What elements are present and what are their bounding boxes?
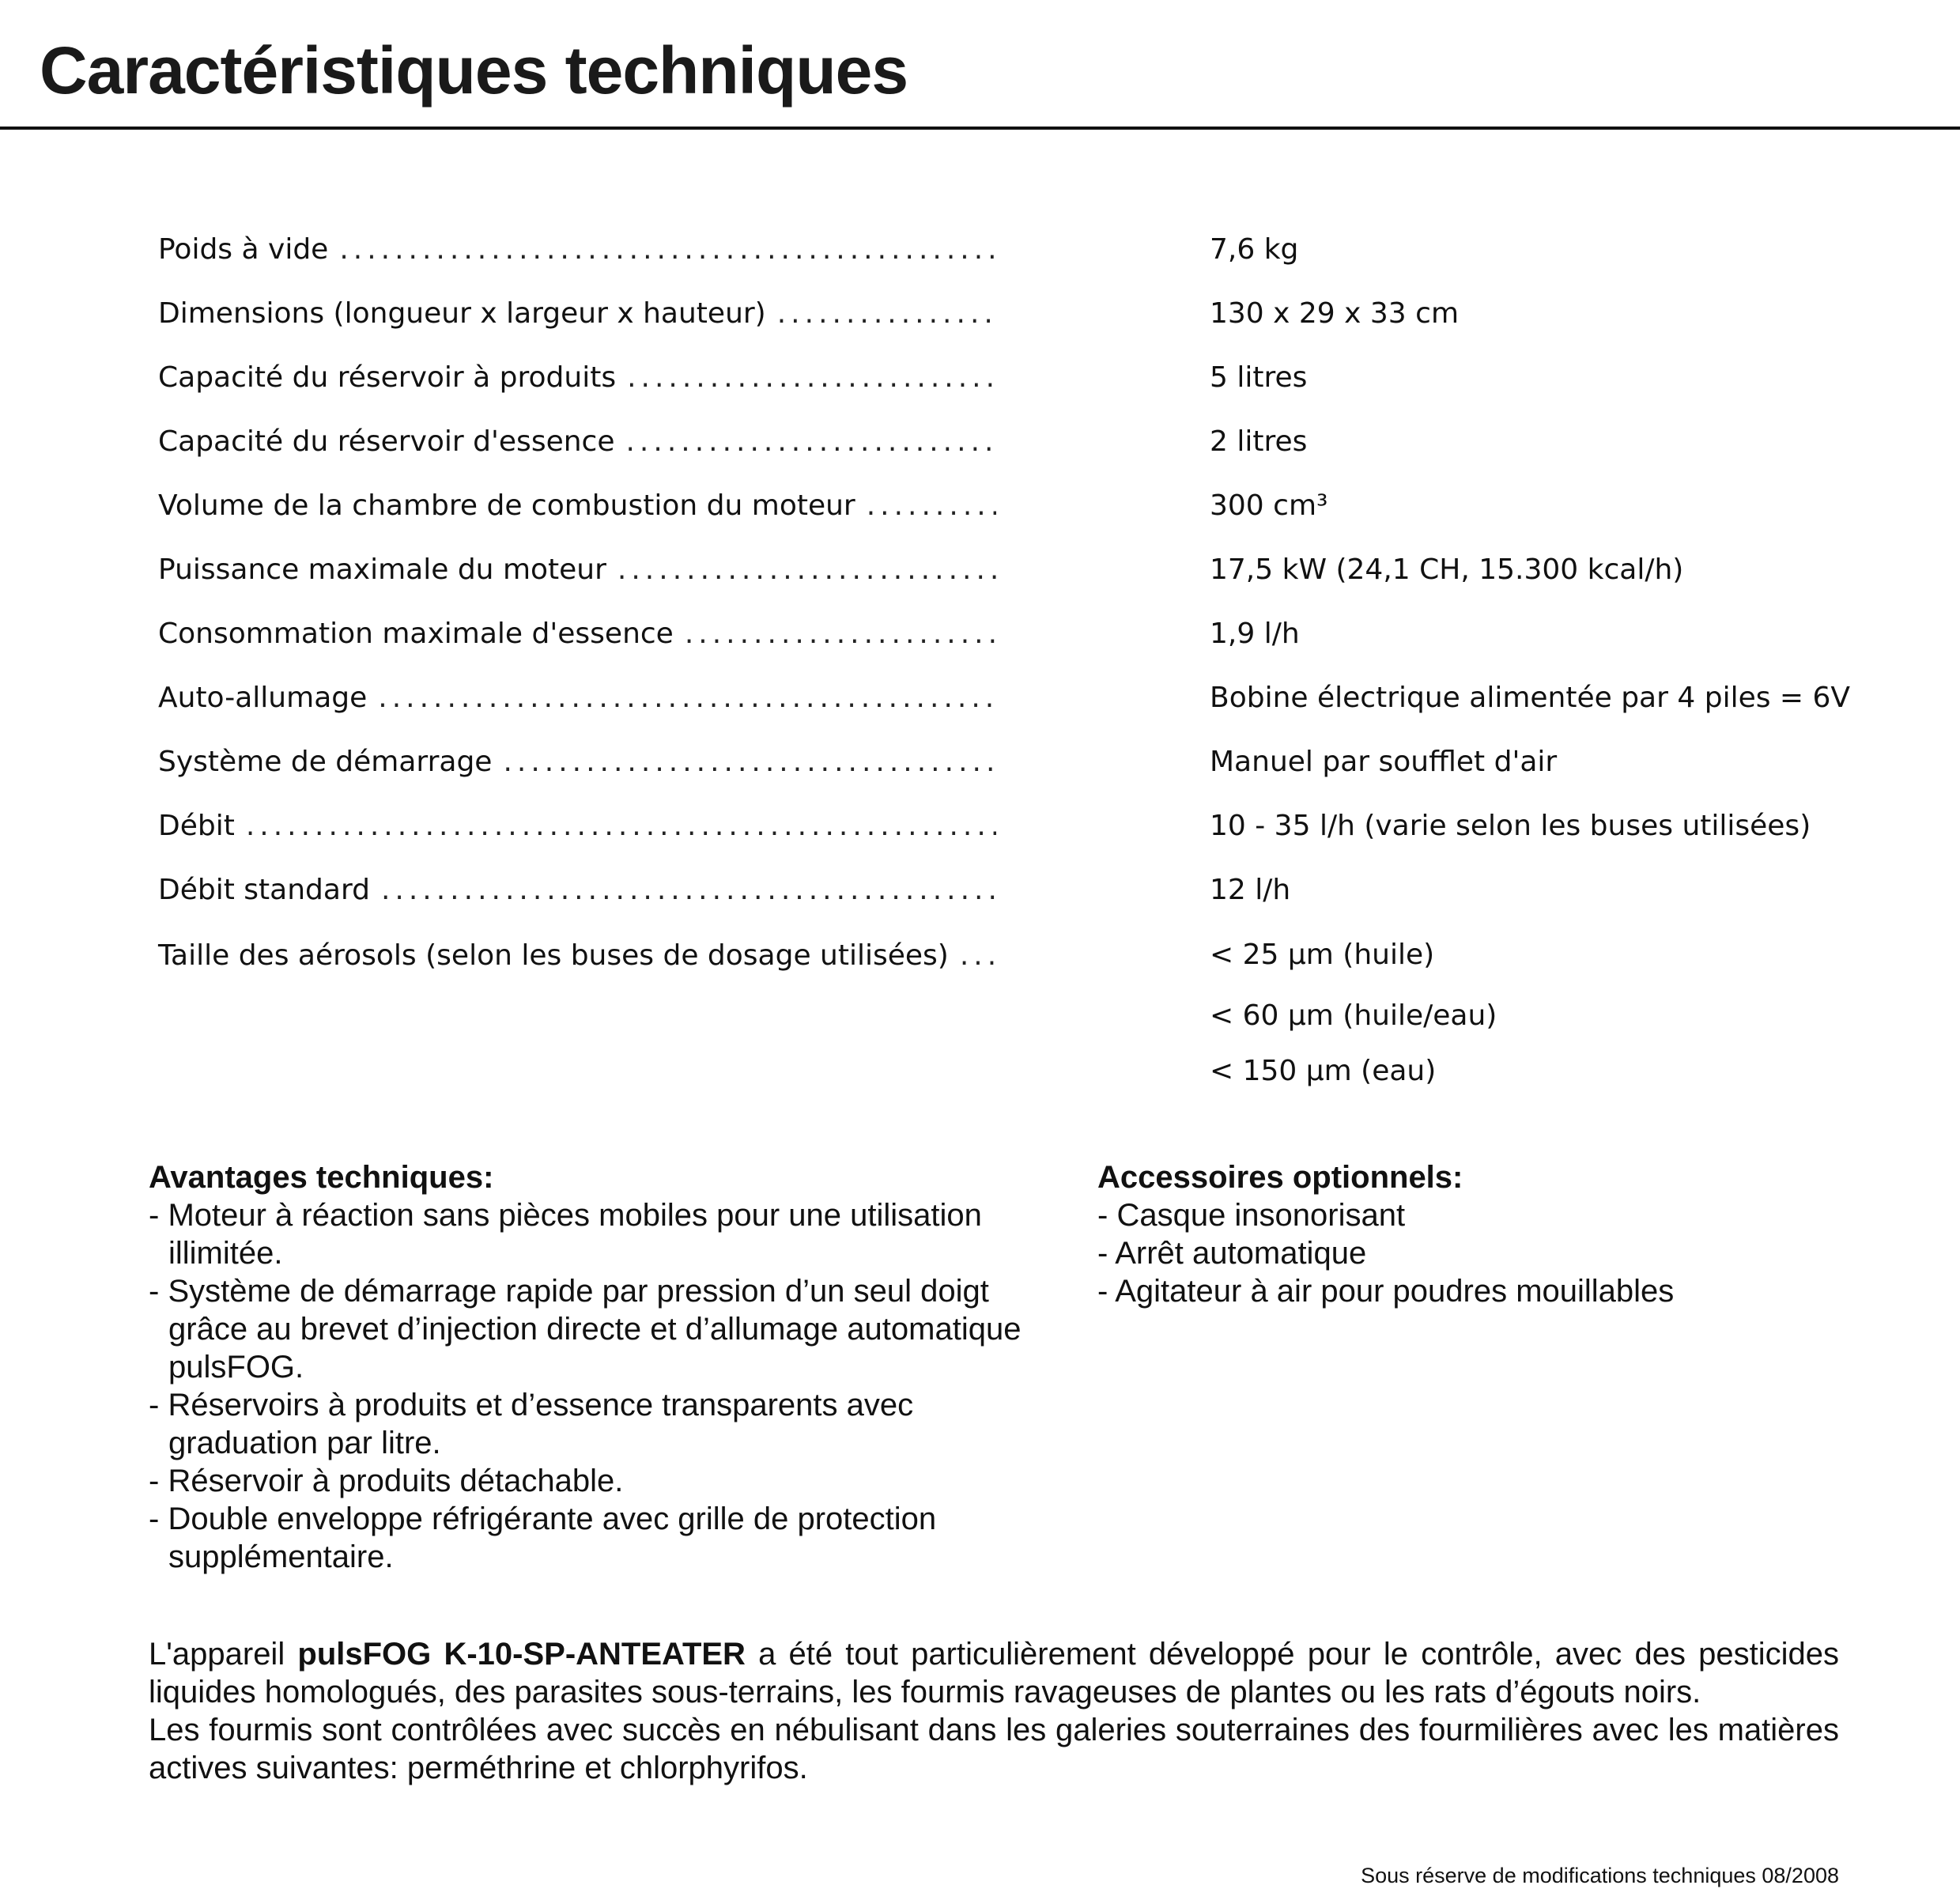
spec-row-engine-power [158, 538, 1684, 602]
advantages-list [149, 1196, 1058, 1576]
accessories-section [1097, 1158, 1888, 1310]
title-divider [0, 127, 1960, 130]
spec-row-ignition [158, 666, 1851, 730]
spec-value: 10 - 35 l/h (varie selon les buses utilisées) [1210, 810, 1811, 842]
spec-value: < 25 µm (huile) [1210, 939, 1435, 971]
spec-row-standard-flow [158, 858, 1660, 922]
spec-value: 300 cm³ [1210, 489, 1328, 522]
spec-row-product-tank [158, 346, 1660, 410]
list-item: - Système de démarrage rapide par pression d’un seul doigt grâce au brevet d’injection directe et d’allumage automatique pulsFOG. [149, 1272, 1058, 1386]
spec-label: Poids à vide [158, 233, 329, 266]
description-paragraph-ants: Les fourmis sont contrôlées avec succès en nébulisant dans les galeries souterraines des fourmilières avec les matières actives suivantes: perméthrine et chlorphyrifos. [149, 1713, 1839, 1785]
spec-value: 1,9 l/h [1210, 618, 1300, 650]
spec-value: Bobine électrique alimentée par 4 piles = 6V [1210, 682, 1851, 714]
spec-value: 2 litres [1210, 425, 1308, 458]
spec-label: Consommation maximale d'essence [158, 618, 674, 650]
spec-row-flow [158, 794, 1811, 858]
footer-note: Sous réserve de modifications techniques 08/2008 [1361, 1864, 1839, 1887]
spec-value: Manuel par soufflet d'air [1210, 746, 1558, 778]
leader-dots [867, 489, 996, 522]
list-item: - Double enveloppe réfrigérante avec grille de protection supplémentaire. [149, 1500, 1058, 1576]
spec-label: Débit [158, 810, 235, 842]
spec-value: 5 litres [1210, 361, 1308, 394]
accessories-heading: Accessoires optionnels: [1097, 1160, 1463, 1195]
spec-value: < 60 µm (huile/eau) [1210, 999, 1497, 1032]
list-item: - Réservoirs à produits et d’essence transparents avec graduation par litre. [149, 1386, 1058, 1462]
spec-label: Auto-allumage [158, 682, 368, 714]
list-item: - Agitateur à air pour poudres mouillables [1097, 1272, 1888, 1310]
spec-label: Volume de la chambre de combustion du moteur [158, 489, 855, 522]
description-intro: L'appareil [149, 1637, 285, 1672]
product-description [149, 1635, 1839, 1787]
advantages-section [149, 1158, 1058, 1576]
spec-row-fuel-tank [158, 410, 1660, 474]
spec-label: Capacité du réservoir d'essence [158, 425, 615, 458]
spec-row-start-system [158, 730, 1660, 794]
spec-row-dimensions [158, 281, 1660, 346]
spec-row-fuel-consumption [158, 602, 1660, 666]
leader-dots [627, 361, 996, 394]
list-item: - Arrêt automatique [1097, 1234, 1888, 1272]
spec-label: Débit standard [158, 874, 370, 906]
leader-dots [381, 874, 996, 906]
description-text: a été tout particulièrement développé pour le contrôle, avec des pesticides liquides homologués, des parasites sous-terrains, les fourmis ravageuses de plantes ou les rats d’égouts noirs. [149, 1637, 1839, 1709]
list-item: - Réservoir à produits détachable. [149, 1462, 1058, 1500]
leader-dots [246, 810, 996, 842]
leader-dots [617, 553, 996, 586]
spec-label: Capacité du réservoir à produits [158, 361, 617, 394]
spec-value: < 150 µm (eau) [1210, 1055, 1437, 1087]
leader-dots [960, 939, 996, 972]
spec-row-aerosol-size [158, 922, 1660, 1099]
spec-label: Système de démarrage [158, 746, 493, 778]
spec-row-combustion-volume [158, 474, 1660, 538]
page-title: Caractéristiques techniques [40, 33, 908, 108]
leader-dots [378, 682, 996, 714]
leader-dots [625, 425, 996, 458]
spec-value: 130 x 29 x 33 cm [1210, 297, 1460, 330]
leader-dots [339, 233, 996, 266]
description-paragraph [149, 1635, 1839, 1711]
spec-value: 7,6 kg [1210, 233, 1299, 266]
spec-row-weight [158, 217, 1660, 281]
product-name: pulsFOG K-10-SP-ANTEATER [297, 1637, 746, 1672]
leader-dots [777, 297, 996, 330]
list-item: - Casque insonorisant [1097, 1196, 1888, 1234]
spec-value: 12 l/h [1210, 874, 1291, 906]
spec-value: 17,5 kW (24,1 CH, 15.300 kcal/h) [1210, 553, 1684, 586]
list-item: - Moteur à réaction sans pièces mobiles pour une utilisation illimitée. [149, 1196, 1058, 1272]
spec-table [158, 217, 1851, 1099]
spec-label: Puissance maximale du moteur [158, 553, 606, 586]
leader-dots [685, 618, 996, 650]
accessories-list [1097, 1196, 1888, 1310]
spec-label: Taille des aérosols (selon les buses de dosage utilisées) [158, 939, 949, 972]
leader-dots [503, 746, 996, 778]
spec-label: Dimensions (longueur x largeur x hauteur) [158, 297, 766, 330]
advantages-heading: Avantages techniques: [149, 1160, 494, 1195]
